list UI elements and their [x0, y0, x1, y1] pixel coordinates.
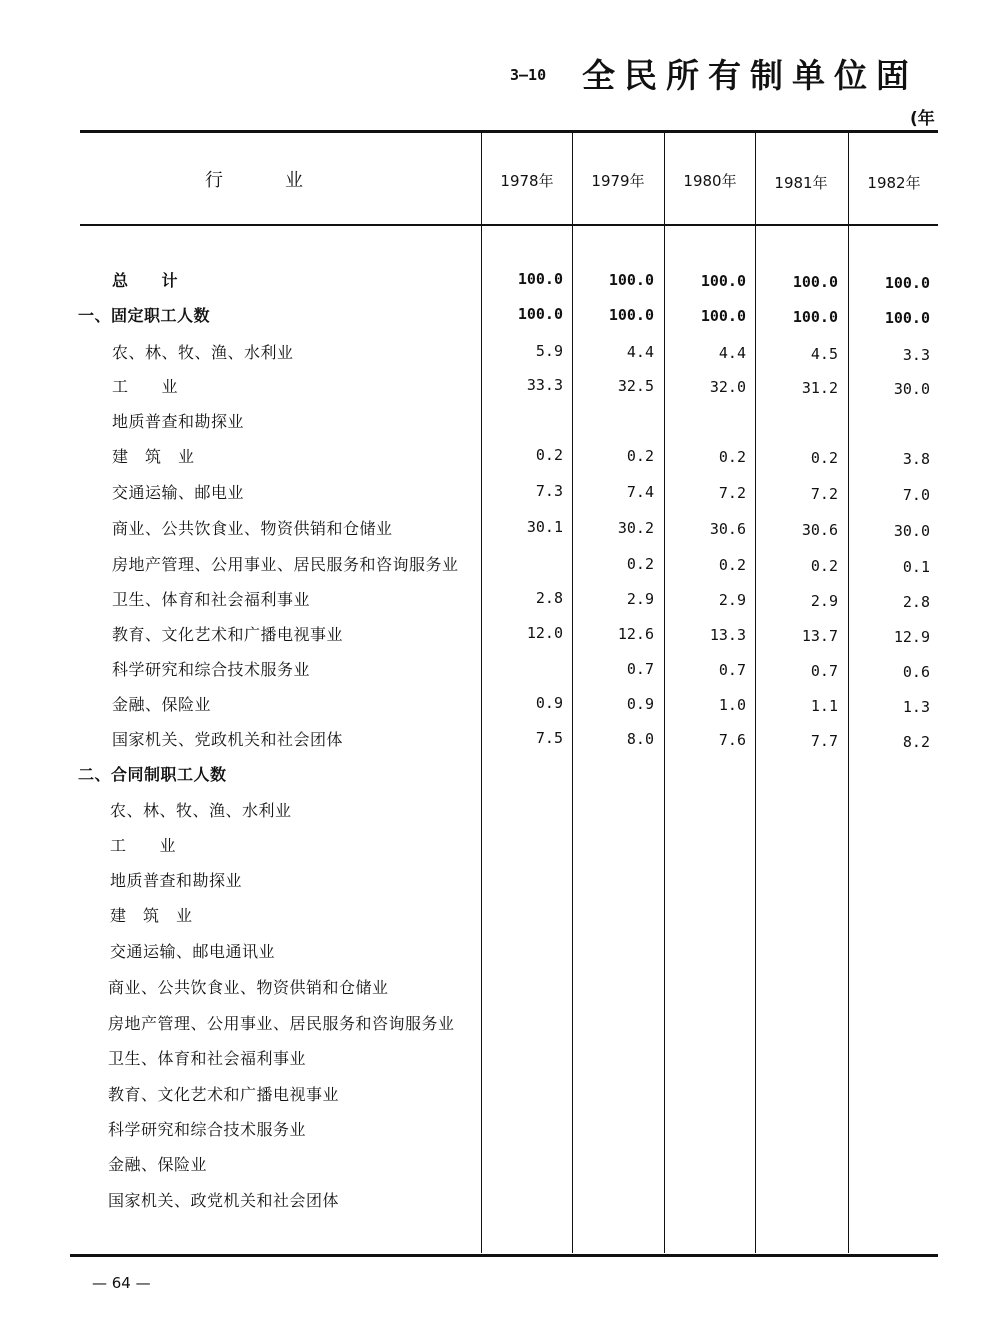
unit-note: (年 [910, 109, 935, 129]
table-cell: 2.9 [626, 590, 654, 608]
table-cell: 100.0 [792, 308, 838, 326]
table-cell: 0.9 [626, 695, 654, 713]
column-divider [664, 133, 665, 1253]
table-cell: 2.8 [535, 589, 563, 607]
page-number: — 64 — [92, 1274, 151, 1292]
year-header-1981: 1981年 [774, 174, 828, 192]
table-cell: 13.7 [801, 627, 838, 645]
row-label: 商业、公共饮食业、物资供销和仓储业 [112, 519, 393, 538]
row-label: 工 业 [112, 377, 179, 396]
table-cell: 32.0 [709, 378, 746, 396]
row-label: 国家机关、政党机关和社会团体 [108, 1191, 340, 1210]
table-cell: 7.6 [718, 731, 746, 749]
table-cell: 30.2 [617, 519, 654, 537]
row-label: 科学研究和综合技术服务业 [112, 660, 311, 679]
table-cell: 0.2 [626, 447, 654, 465]
table-cell: 4.4 [626, 343, 654, 361]
table-cell: 100.0 [608, 306, 654, 324]
table-cell: 2.9 [810, 592, 838, 610]
table-cell: 100.0 [517, 270, 563, 288]
table-cell: 12.9 [893, 628, 930, 646]
table-cell: 7.2 [718, 484, 746, 502]
table-cell: 0.2 [718, 448, 746, 466]
row-label: 卫生、体育和社会福利事业 [112, 590, 311, 609]
row-label: 教育、文化艺术和广播电视事业 [112, 625, 344, 644]
table-bottom-rule [70, 1254, 938, 1257]
page-title: 全民所有制单位固 [582, 56, 918, 95]
year-header-1980: 1980年 [683, 172, 737, 190]
table-cell: 7.0 [902, 486, 930, 504]
table-cell: 0.2 [626, 555, 654, 573]
table-cell: 31.2 [801, 379, 838, 397]
table-cell: 1.1 [810, 697, 838, 715]
table-cell: 4.5 [810, 345, 838, 363]
table-cell: 32.5 [617, 377, 654, 395]
table-cell: 100.0 [792, 273, 838, 291]
row-label: 工 业 [110, 836, 177, 855]
row-label: 交通运输、邮电通讯业 [110, 942, 276, 961]
column-divider [755, 133, 756, 1253]
row-label: 一、固定职工人数 [78, 306, 211, 325]
header-bottom-rule [80, 224, 938, 226]
table-cell: 0.1 [902, 558, 930, 576]
column-divider [848, 133, 849, 1253]
table-cell: 0.6 [902, 663, 930, 681]
row-label: 建 筑 业 [112, 447, 195, 466]
table-cell: 30.0 [893, 522, 930, 540]
industry-column-header: 行 业 [205, 170, 305, 191]
table-cell: 100.0 [700, 307, 746, 325]
year-header-1978: 1978年 [500, 172, 554, 190]
table-cell: 7.5 [535, 729, 563, 747]
table-cell: 0.2 [535, 446, 563, 464]
row-label: 国家机关、党政机关和社会团体 [112, 730, 344, 749]
row-label: 地质普查和勘探业 [110, 871, 243, 890]
table-cell: 2.9 [718, 591, 746, 609]
table-cell: 1.3 [902, 698, 930, 716]
table-cell: 1.0 [718, 696, 746, 714]
table-cell: 7.2 [810, 485, 838, 503]
table-cell: 30.6 [709, 520, 746, 538]
table-cell: 12.6 [617, 625, 654, 643]
table-cell: 7.3 [535, 482, 563, 500]
table-cell: 0.2 [810, 557, 838, 575]
table-cell: 7.4 [626, 483, 654, 501]
table-cell: 0.7 [718, 661, 746, 679]
row-label: 科学研究和综合技术服务业 [108, 1120, 307, 1139]
table-cell: 8.0 [626, 730, 654, 748]
row-label: 教育、文化艺术和广播电视事业 [108, 1085, 340, 1104]
row-label: 金融、保险业 [108, 1155, 208, 1174]
table-cell: 2.8 [902, 593, 930, 611]
table-cell: 0.2 [718, 556, 746, 574]
table-cell: 0.7 [810, 662, 838, 680]
table-cell: 100.0 [884, 309, 930, 327]
row-label: 总 计 [112, 271, 179, 290]
row-label: 二、合同制职工人数 [78, 765, 227, 784]
table-cell: 0.9 [535, 694, 563, 712]
row-label: 农、林、牧、渔、水利业 [110, 801, 292, 820]
row-label: 交通运输、邮电业 [112, 483, 245, 502]
table-cell: 30.1 [526, 518, 563, 536]
table-cell: 30.0 [893, 380, 930, 398]
table-cell: 3.3 [902, 346, 930, 364]
table-cell: 100.0 [517, 305, 563, 323]
table-cell: 5.9 [535, 342, 563, 360]
row-label: 农、林、牧、渔、水利业 [112, 343, 294, 362]
row-label: 金融、保险业 [112, 695, 212, 714]
row-label: 商业、公共饮食业、物资供销和仓储业 [108, 978, 389, 997]
year-header-1979: 1979年 [591, 172, 645, 190]
table-cell: 0.7 [626, 660, 654, 678]
column-divider [481, 133, 482, 1253]
table-cell: 100.0 [608, 271, 654, 289]
table-cell: 7.7 [810, 732, 838, 750]
table-cell: 100.0 [884, 274, 930, 292]
table-cell: 8.2 [902, 733, 930, 751]
row-label: 地质普查和勘探业 [112, 412, 245, 431]
year-header-1982: 1982年 [867, 174, 921, 192]
table-cell: 4.4 [718, 344, 746, 362]
table-cell: 100.0 [700, 272, 746, 290]
table-top-rule [80, 130, 938, 133]
table-number: 3—10 [510, 66, 547, 84]
table-cell: 33.3 [526, 376, 563, 394]
row-label: 卫生、体育和社会福利事业 [108, 1049, 307, 1068]
table-cell: 0.2 [810, 449, 838, 467]
row-label: 建 筑 业 [110, 906, 193, 925]
row-label: 房地产管理、公用事业、居民服务和咨询服务业 [112, 555, 459, 574]
table-cell: 3.8 [902, 450, 930, 468]
column-divider [572, 133, 573, 1253]
table-cell: 12.0 [526, 624, 563, 642]
row-label: 房地产管理、公用事业、居民服务和咨询服务业 [108, 1014, 455, 1033]
table-cell: 30.6 [801, 521, 838, 539]
table-cell: 13.3 [709, 626, 746, 644]
